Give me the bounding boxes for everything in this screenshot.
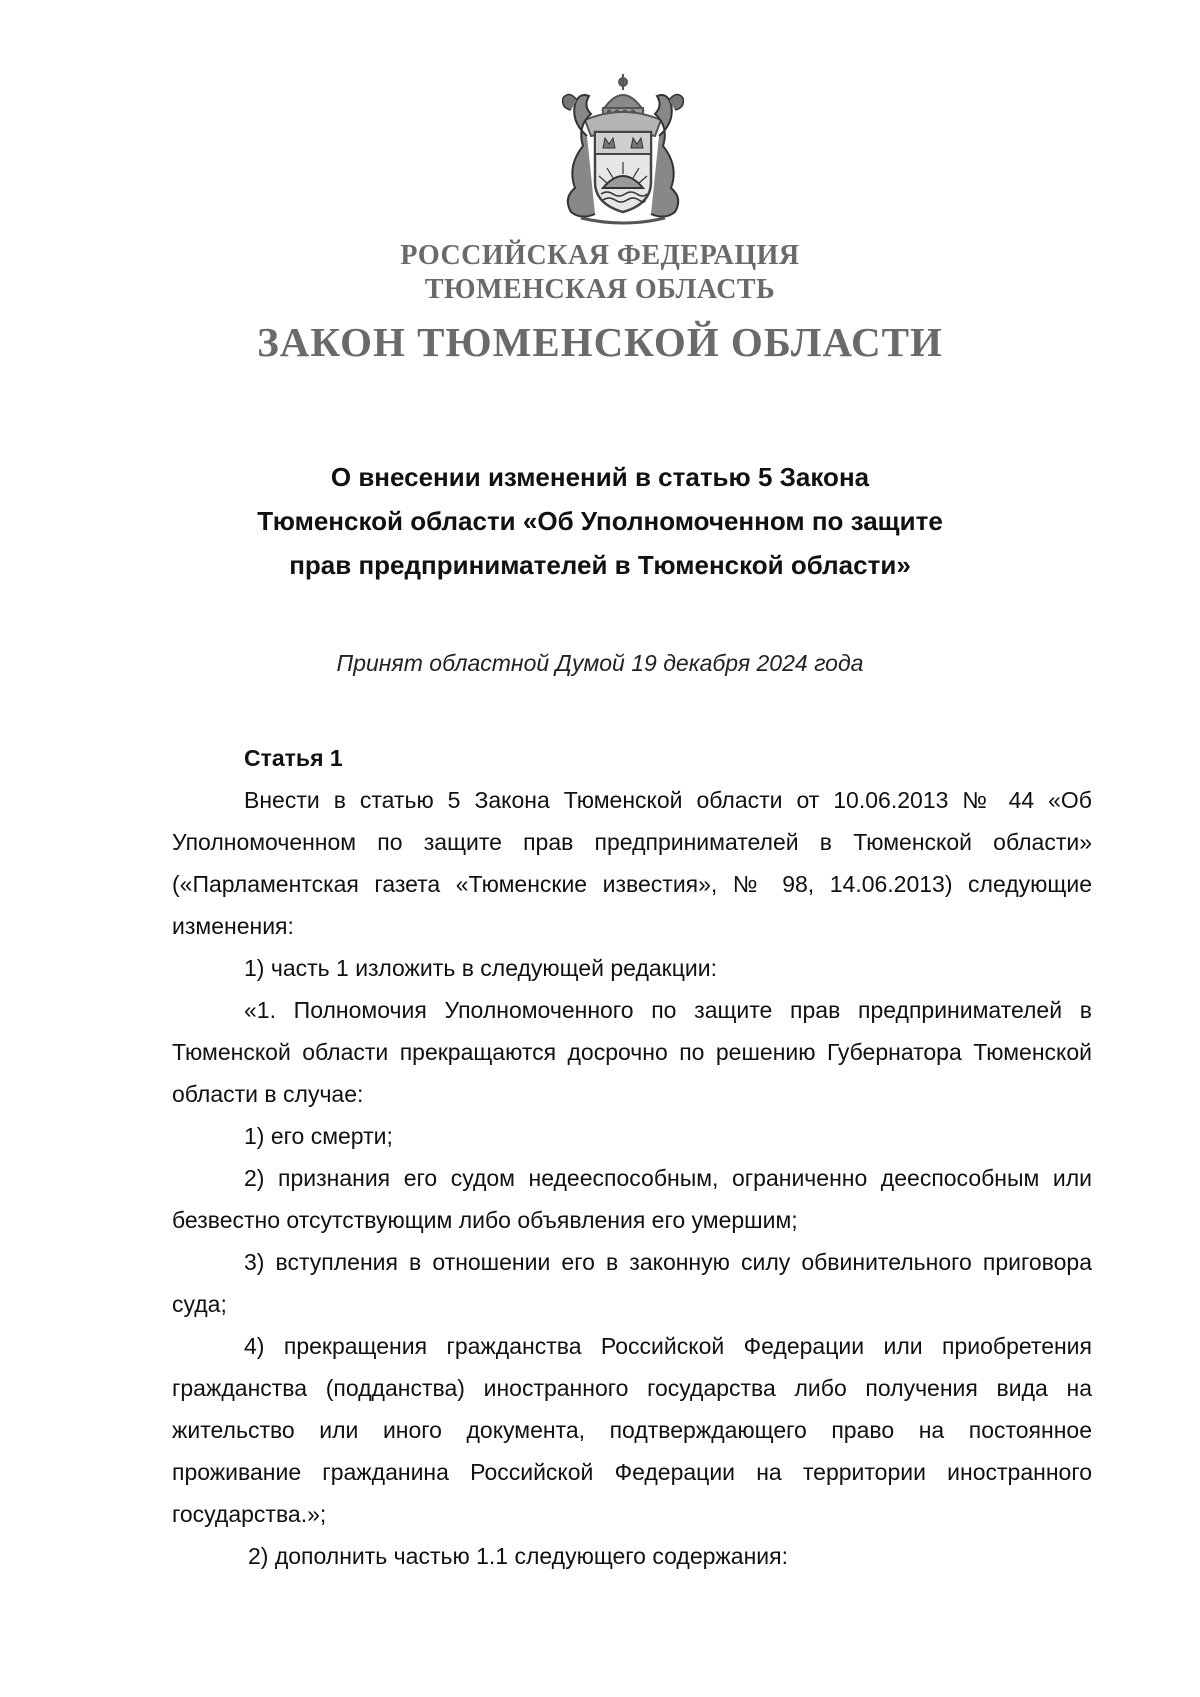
document-title	[0, 455, 1200, 587]
article-heading: Статья 1	[244, 745, 343, 771]
paragraph: 1) его смерти;	[244, 1123, 393, 1149]
paragraph: 4) прекращения гражданства Российской Федерации или приобретения гражданства (подданства) иностранного государства либо получения вида на жительство или иного документа, подтверждающего право на постоянное проживание гражданина Российской Федерации на территории иностранного государства.»;	[172, 1333, 1092, 1527]
country-name: РОССИЙСКАЯ ФЕДЕРАЦИЯ	[400, 240, 800, 271]
document-body	[172, 737, 1092, 1577]
title-line: Тюменской области «Об Уполномоченном по защите	[257, 506, 943, 536]
paragraph: 3) вступления в отношении его в законную силу обвинительного приговора суда;	[172, 1249, 1092, 1317]
title-line: О внесении изменений в статью 5 Закона	[330, 462, 870, 492]
adoption-note: Принят областной Думой 19 декабря 2024 года	[336, 650, 864, 676]
paragraph: 2) дополнить частью 1.1 следующего содержания:	[248, 1543, 788, 1569]
paragraph: 1) часть 1 изложить в следующей редакции:	[244, 955, 717, 981]
coat-of-arms-icon	[533, 70, 713, 230]
paragraph: Внести в статью 5 Закона Тюменской области от 10.06.2013 № 44 «Об Уполномоченном по защите прав предпринимателей в Тюменской области» («Парламентская газета «Тюменские известия», № 98, 14.06.2013) следующие изменения:	[172, 787, 1092, 939]
paragraph: 2) признания его судом недееспособным, ограниченно дееспособным или безвестно отсутствующим либо объявления его умершим;	[172, 1165, 1092, 1233]
title-line: прав предпринимателей в Тюменской области»	[289, 550, 911, 580]
law-type-heading: ЗАКОН ТЮМЕНСКОЙ ОБЛАСТИ	[257, 319, 943, 365]
region-name: ТЮМЕНСКАЯ ОБЛАСТЬ	[424, 274, 776, 305]
paragraph: «1. Полномочия Уполномоченного по защите прав предпринимателей в Тюменской области прекращаются досрочно по решению Губернатора Тюменской области в случае:	[172, 997, 1092, 1107]
